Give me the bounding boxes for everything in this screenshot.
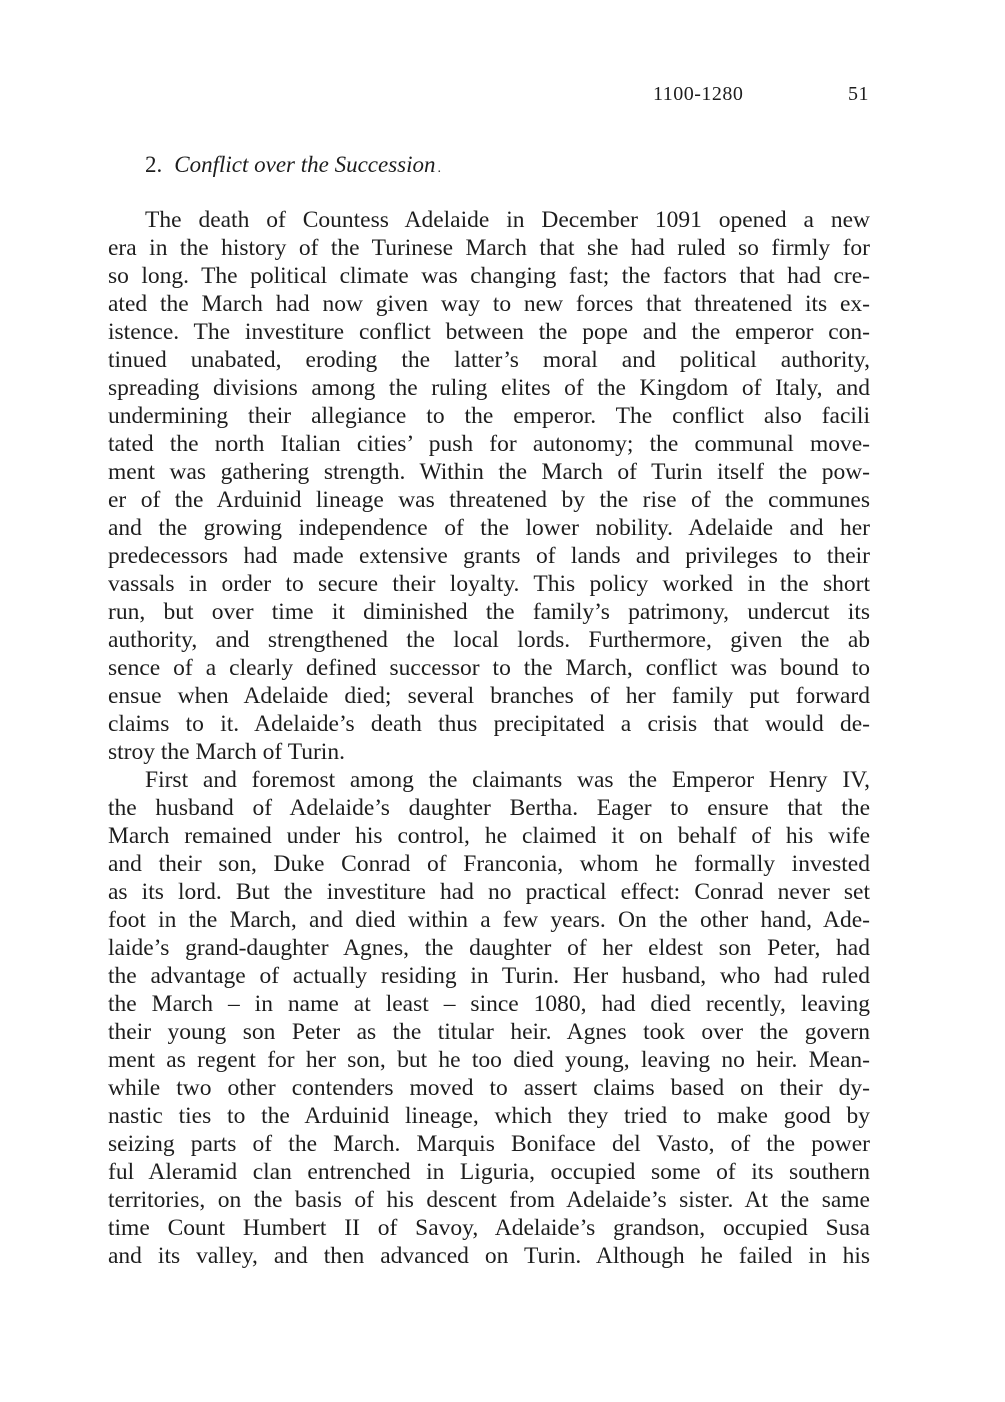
text-line: First and foremost among the claimants was the Emperor Henry IV,	[145, 767, 870, 793]
text-line: territories, on the basis of his descent from Adelaide’s sister. At the same	[108, 1187, 870, 1213]
text-line: undermining their allegiance to the emperor. The conflict also facili	[108, 403, 870, 429]
paragraph-2	[108, 766, 870, 1270]
paragraph-1	[108, 206, 870, 766]
text-line: predecessors had made extensive grants of lands and privileges to their	[108, 543, 870, 569]
text-line: the husband of Adelaide’s daughter Bertha. Eager to ensure that the	[108, 795, 870, 821]
text-line: and its valley, and then advanced on Turin. Although he failed in his	[108, 1243, 870, 1269]
text-line: vassals in order to secure their loyalty. This policy worked in the short	[108, 571, 870, 597]
text-line: era in the history of the Turinese March that she had ruled so firmly for	[108, 235, 870, 261]
text-line: sence of a clearly defined successor to the March, conflict was bound to	[108, 655, 870, 681]
text-line: spreading divisions among the ruling elites of the Kingdom of Italy, and	[108, 375, 870, 401]
text-line: run, but over time it diminished the family’s patrimony, undercut its	[108, 599, 870, 625]
running-head-title: 1100-1280	[653, 83, 744, 105]
text-line: istence. The investiture conflict between the pope and the emperor con-	[108, 319, 870, 345]
text-line: laide’s grand-daughter Agnes, the daughter of her eldest son Peter, had	[108, 935, 870, 961]
text-line: the March – in name at least – since 1080, had died recently, leaving	[108, 991, 870, 1017]
section-title: Conflict over the Succession	[174, 152, 436, 177]
text-line: seizing parts of the March. Marquis Boniface del Vasto, of the power	[108, 1131, 870, 1157]
text-line: time Count Humbert II of Savoy, Adelaide’s grandson, occupied Susa	[108, 1215, 870, 1241]
text-line: tated the north Italian cities’ push for autonomy; the communal move-	[108, 431, 870, 457]
text-line: ensue when Adelaide died; several branches of her family put forward	[108, 683, 870, 709]
running-head	[653, 80, 869, 108]
text-line: ment as regent for her son, but he too died young, leaving no heir. Mean-	[108, 1047, 870, 1073]
text-line: March remained under his control, he claimed it on behalf of his wife	[108, 823, 870, 849]
text-line: claims to it. Adelaide’s death thus precipitated a crisis that would de-	[108, 711, 870, 737]
text-line: ated the March had now given way to new forces that threatened its ex-	[108, 291, 870, 317]
section-end-mark: .	[437, 161, 441, 176]
text-line: ful Aleramid clan entrenched in Liguria, occupied some of its southern	[108, 1159, 870, 1185]
text-line: foot in the March, and died within a few years. On the other hand, Ade-	[108, 907, 870, 933]
text-line: ment was gathering strength. Within the March of Turin itself the pow-	[108, 459, 870, 485]
text-line: tinued unabated, eroding the latter’s moral and political authority,	[108, 347, 870, 373]
text-line: the advantage of actually residing in Turin. Her husband, who had ruled	[108, 963, 870, 989]
text-line: their young son Peter as the titular heir. Agnes took over the govern	[108, 1019, 870, 1045]
text-line: nastic ties to the Arduinid lineage, which they tried to make good by	[108, 1103, 870, 1129]
text-line: so long. The political climate was changing fast; the factors that had cre-	[108, 263, 870, 289]
text-line: stroy the March of Turin.	[108, 739, 345, 765]
text-line: as its lord. But the investiture had no practical effect: Conrad never set	[108, 879, 870, 905]
text-line: and their son, Duke Conrad of Franconia, whom he formally invested	[108, 851, 870, 877]
section-number: 2.	[145, 152, 163, 177]
page-number: 51	[848, 83, 869, 105]
section-heading	[145, 150, 441, 184]
text-line: authority, and strengthened the local lords. Furthermore, given the ab	[108, 627, 870, 653]
text-line: while two other contenders moved to assert claims based on their dy-	[108, 1075, 870, 1101]
body-text	[108, 206, 870, 1270]
text-line: and the growing independence of the lower nobility. Adelaide and her	[108, 515, 870, 541]
text-line: The death of Countess Adelaide in December 1091 opened a new	[145, 207, 870, 233]
text-line: er of the Arduinid lineage was threatened by the rise of the communes	[108, 487, 870, 513]
